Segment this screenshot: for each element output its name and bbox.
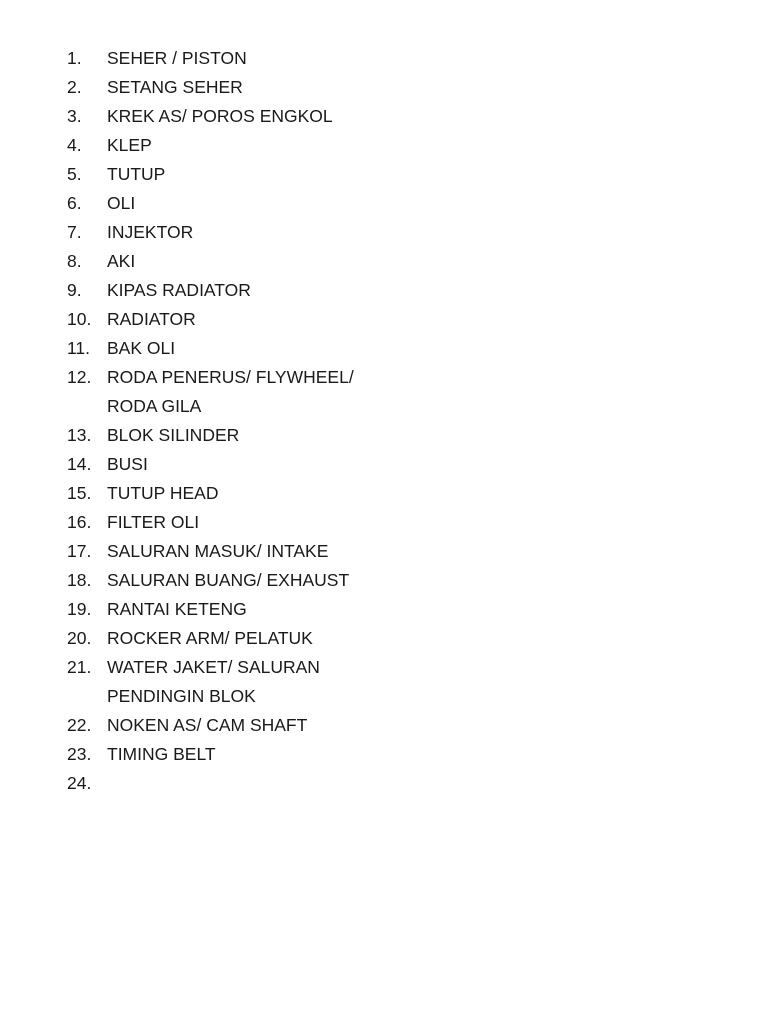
list-item-number: 2. — [67, 77, 82, 97]
list-item-text: ROCKER ARM/ PELATUK — [107, 628, 313, 648]
list-item — [67, 769, 367, 798]
list-item — [67, 218, 367, 247]
list-item-text: BLOK SILINDER — [107, 425, 240, 445]
list-item-number: 9. — [67, 280, 82, 300]
list-item-number: 20. — [67, 628, 92, 648]
list-item-text: TIMING BELT — [107, 744, 216, 764]
list-item-text: TUTUP HEAD — [107, 483, 219, 503]
list-item — [67, 421, 367, 450]
list-item-number: 5. — [67, 164, 82, 184]
list-item-text: FILTER OLI — [107, 512, 200, 532]
list-item-text: BUSI — [107, 454, 148, 474]
list-item-number: 1. — [67, 48, 82, 68]
list-item-text: KREK AS/ POROS ENGKOL — [107, 106, 333, 126]
list-item-text: RANTAI KETENG — [107, 599, 247, 619]
list-item — [67, 711, 367, 740]
list-item — [67, 305, 367, 334]
list-item — [67, 566, 367, 595]
list-item — [67, 450, 367, 479]
list-item — [67, 131, 367, 160]
list-item-text: INJEKTOR — [107, 222, 194, 242]
list-item — [67, 624, 367, 653]
list-item-number: 4. — [67, 135, 82, 155]
list-item-number: 14. — [67, 454, 92, 474]
list-item-text: RODA PENERUS/ FLYWHEEL/ RODA GILA — [107, 367, 354, 416]
list-item-text: AKI — [107, 251, 136, 271]
list-item — [67, 44, 367, 73]
list-item-text: WATER JAKET/ SALURAN PENDINGIN BLOK — [107, 657, 320, 706]
list-item — [67, 479, 367, 508]
list-item-number: 24. — [67, 773, 92, 793]
list-item-number: 19. — [67, 599, 92, 619]
list-item-number: 8. — [67, 251, 82, 271]
list-item-number: 6. — [67, 193, 82, 213]
list-item-text: RADIATOR — [107, 309, 196, 329]
list-item — [67, 73, 367, 102]
list-item-text: KIPAS RADIATOR — [107, 280, 251, 300]
list-item — [67, 740, 367, 769]
list-item-number: 17. — [67, 541, 92, 561]
list-item-number: 18. — [67, 570, 92, 590]
list-item — [67, 247, 367, 276]
list-item — [67, 537, 367, 566]
list-item-number: 10. — [67, 309, 92, 329]
numbered-list — [67, 44, 367, 798]
list-item — [67, 334, 367, 363]
list-item — [67, 189, 367, 218]
list-item — [67, 363, 367, 421]
list-item-text: NOKEN AS/ CAM SHAFT — [107, 715, 308, 735]
list-item-number: 3. — [67, 106, 82, 126]
list-item-text: SALURAN BUANG/ EXHAUST — [107, 570, 350, 590]
list-item-text: TUTUP — [107, 164, 166, 184]
list-item — [67, 508, 367, 537]
list-item-number: 15. — [67, 483, 92, 503]
list-item — [67, 595, 367, 624]
list-item-number: 11. — [67, 338, 91, 358]
list-item-number: 16. — [67, 512, 92, 532]
list-item — [67, 160, 367, 189]
list-item-text: SEHER / PISTON — [107, 48, 247, 68]
list-item-number: 23. — [67, 744, 92, 764]
list-item-number: 22. — [67, 715, 92, 735]
list-item-number: 21. — [67, 657, 92, 677]
list-item-number: 12. — [67, 367, 92, 387]
list-item-text: KLEP — [107, 135, 152, 155]
list-item-text: SALURAN MASUK/ INTAKE — [107, 541, 329, 561]
list-item — [67, 276, 367, 305]
list-item-text: OLI — [107, 193, 136, 213]
list-item — [67, 653, 367, 711]
list-item-text: SETANG SEHER — [107, 77, 243, 97]
list-item-number: 7. — [67, 222, 82, 242]
list-item-number: 13. — [67, 425, 92, 445]
list-item — [67, 102, 367, 131]
list-item-text: BAK OLI — [107, 338, 176, 358]
